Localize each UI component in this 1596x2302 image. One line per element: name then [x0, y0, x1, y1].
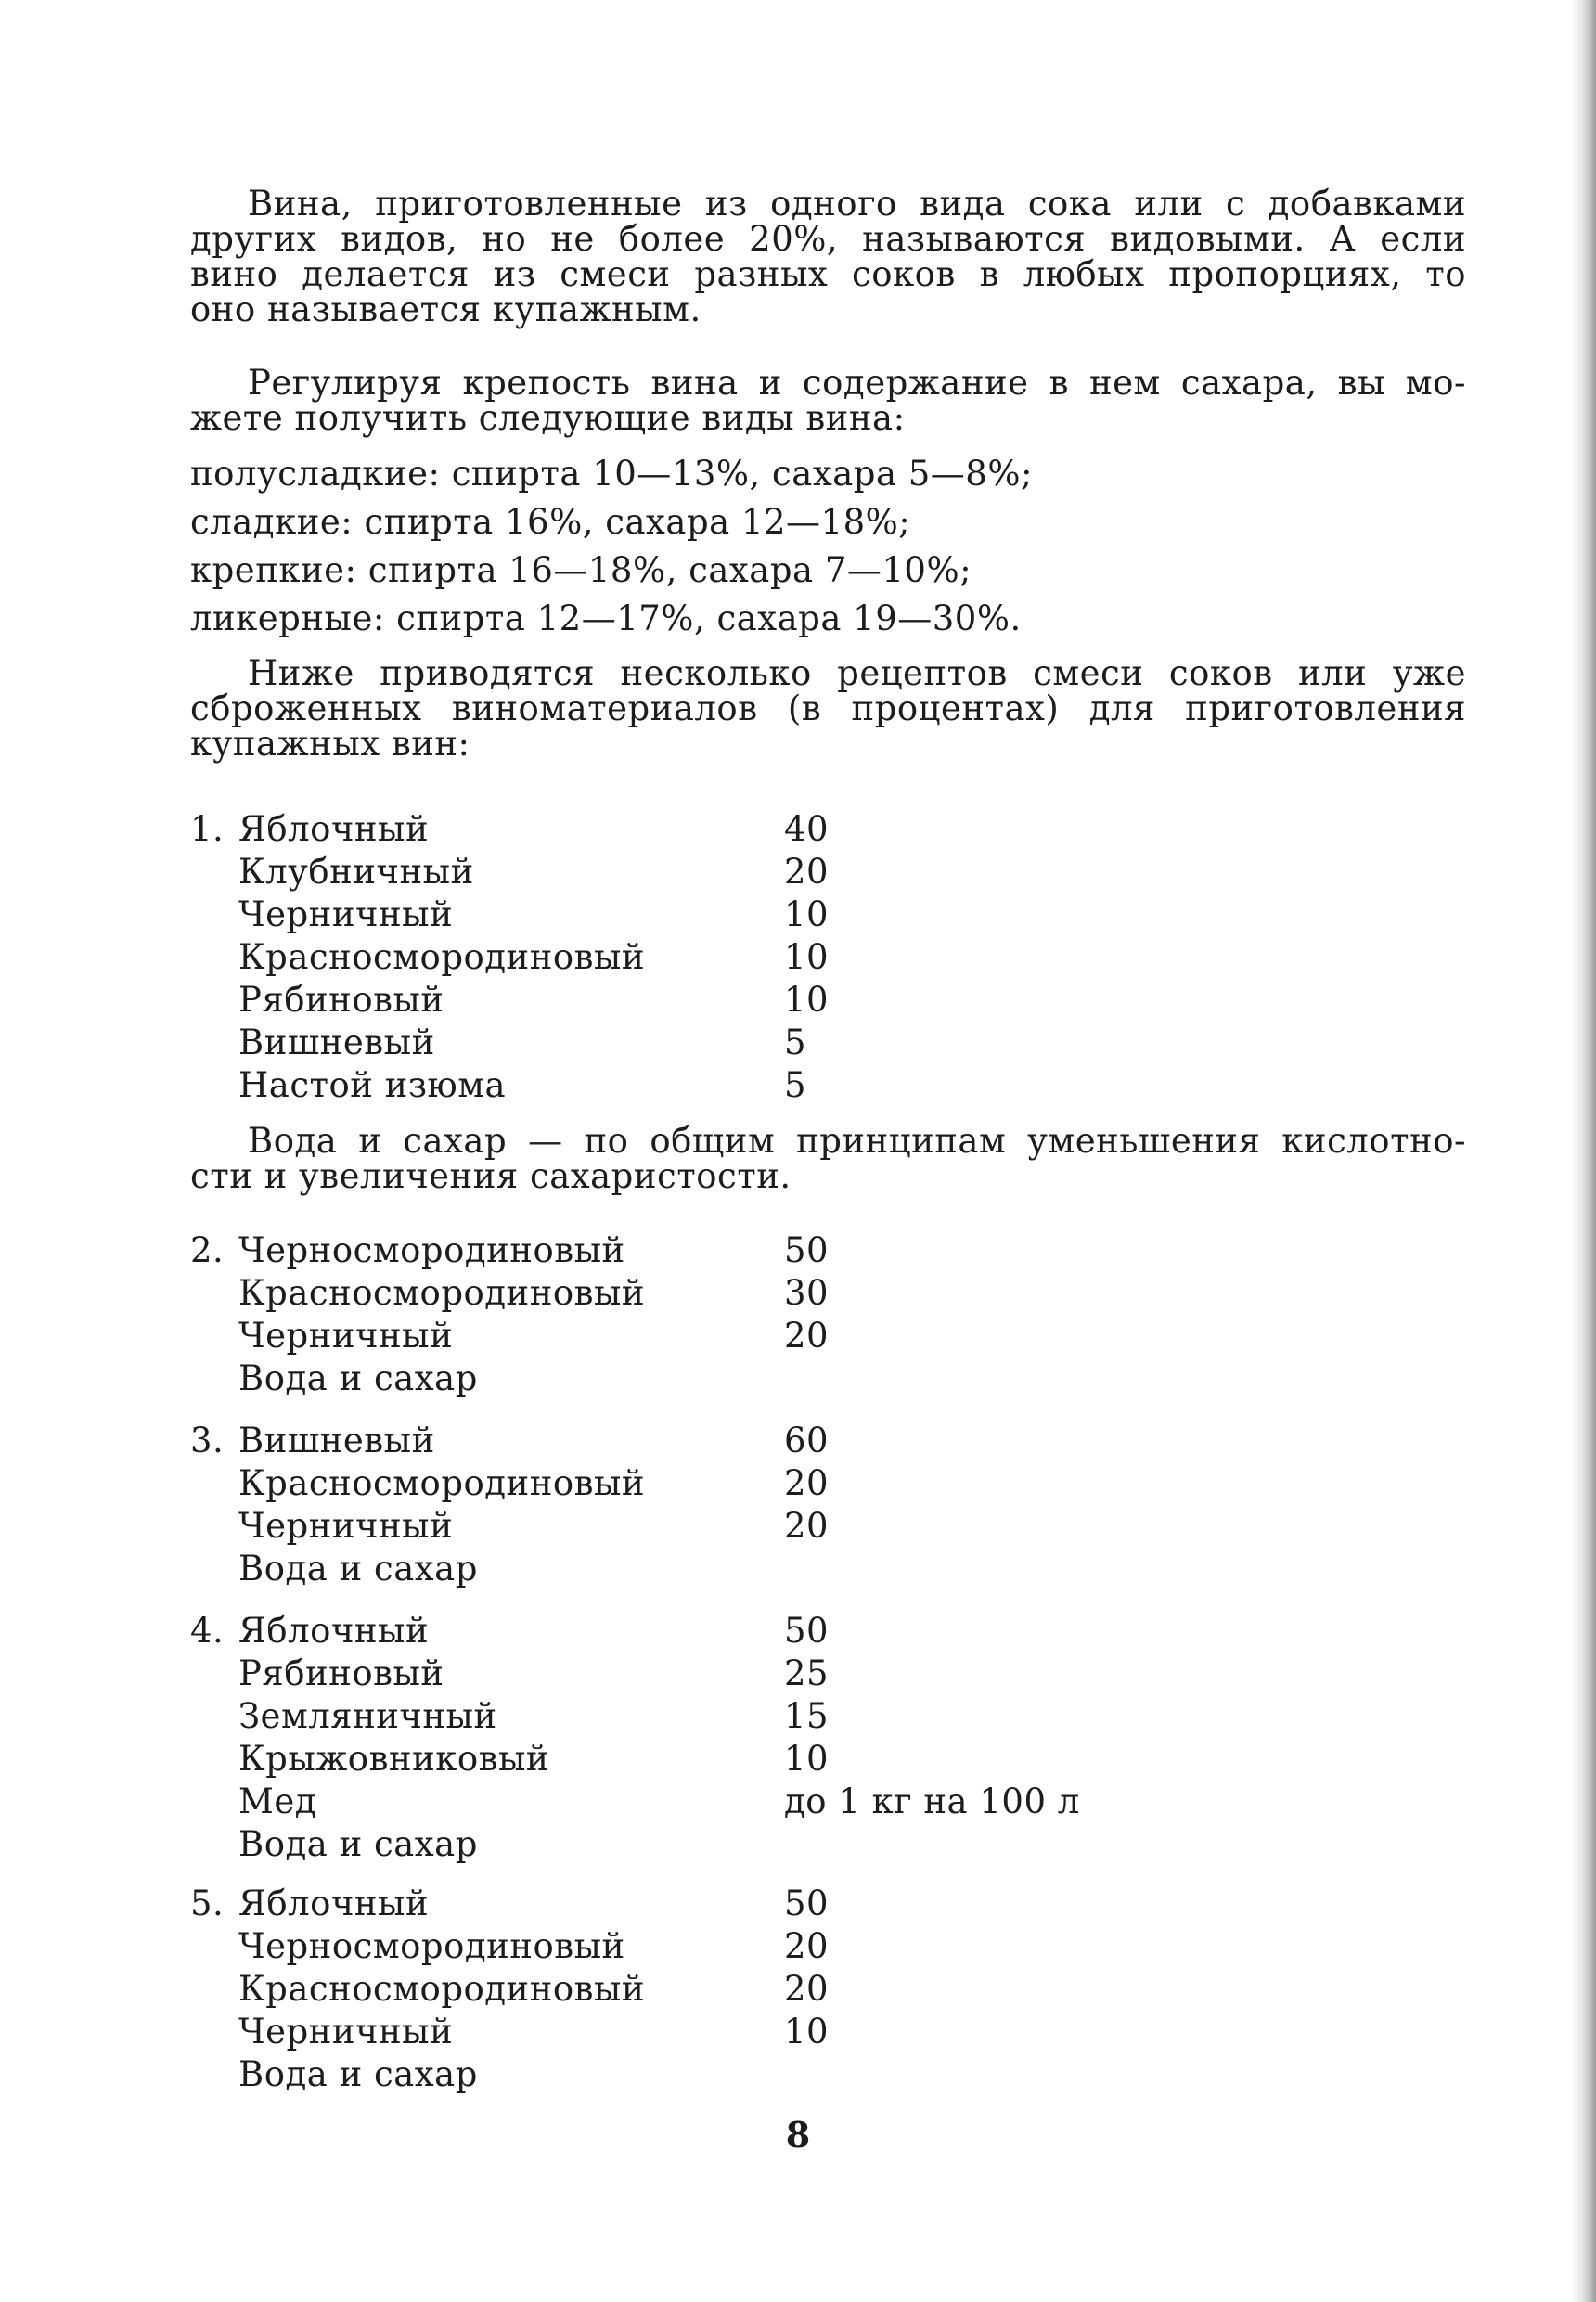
ingredient-value: 20: [784, 1463, 830, 1503]
ingredient-value: 30: [784, 1273, 830, 1313]
ingredient-value: 10: [784, 1739, 830, 1779]
ingredient-value: 40: [784, 809, 830, 849]
page-number: 8: [785, 2114, 811, 2155]
water-sugar-line: Вода и сахар — по общим принципам уменьшения кислотно-: [248, 1121, 1466, 1161]
ingredient-name: Вишневый: [238, 1421, 435, 1460]
water-sugar-line: сти и увеличения сахаристости.: [190, 1156, 792, 1196]
ingredient-name: Черносмородиновый: [238, 1230, 625, 1270]
intro-line: оно называется купажным.: [190, 289, 701, 329]
ingredient-name: Яблочный: [238, 1884, 430, 1923]
ingredient-name: Красносмородиновый: [238, 937, 646, 977]
ingredient-name: Вода и сахар: [238, 1549, 478, 1588]
ingredient-value: 5: [784, 1022, 807, 1062]
ingredient-name: Вода и сахар: [238, 2054, 478, 2094]
ingredient-name: Вода и сахар: [238, 1824, 478, 1864]
wine-type-sweet: сладкие: спирта 16%, сахара 12—18%;: [190, 502, 911, 542]
ingredient-value: 25: [784, 1653, 830, 1693]
recipe-number: 4.: [190, 1611, 225, 1651]
ingredient-name: Рябиновый: [238, 980, 444, 1020]
recipes-intro-line: Ниже приводятся несколько рецептов смеси соков или уже: [248, 653, 1466, 693]
recipe-number: 2.: [190, 1230, 225, 1270]
recipe-number: 3.: [190, 1421, 225, 1460]
ingredient-name: Черничный: [238, 894, 454, 934]
ingredient-name: Красносмородиновый: [238, 1463, 646, 1503]
ingredient-name: Красносмородиновый: [238, 1273, 646, 1313]
ingredient-name: Яблочный: [238, 1611, 430, 1651]
intro-line: вино делается из смеси разных соков в любых пропорциях, то: [190, 254, 1466, 294]
regulation-line: Регулируя крепость вина и содержание в нем сахара, вы мо-: [248, 363, 1466, 403]
ingredient-name: Черничный: [238, 1316, 454, 1356]
ingredient-name: Яблочный: [238, 809, 430, 849]
ingredient-value: 20: [784, 1969, 830, 2009]
ingredient-value: 60: [784, 1421, 830, 1460]
recipe-number: 1.: [190, 809, 225, 849]
ingredient-value: 10: [784, 937, 830, 977]
ingredient-name: Рябиновый: [238, 1653, 444, 1693]
ingredient-name: Черничный: [238, 2012, 454, 2051]
wine-type-liqueur: ликерные: спирта 12—17%, сахара 19—30%.: [190, 598, 1022, 638]
ingredient-name: Черносмородиновый: [238, 1926, 625, 1966]
ingredient-value: 10: [784, 980, 830, 1020]
wine-type-strong: крепкие: спирта 16—18%, сахара 7—10%;: [190, 550, 972, 590]
ingredient-value: 20: [784, 852, 830, 892]
ingredient-name: Крыжовниковый: [238, 1739, 550, 1779]
ingredient-name: Черничный: [238, 1506, 454, 1546]
ingredient-name: Красносмородиновый: [238, 1969, 646, 2009]
recipe-number: 5.: [190, 1884, 225, 1923]
regulation-line: жете получить следующие виды вина:: [190, 398, 906, 438]
ingredient-name: Земляничный: [238, 1696, 497, 1736]
intro-line: Вина, приготовленные из одного вида сока или с добавками: [248, 184, 1466, 224]
regulation-paragraph: [190, 363, 1466, 438]
ingredient-value: 50: [784, 1611, 830, 1651]
ingredient-name: Настой изюма: [238, 1065, 507, 1105]
ingredient-value: 5: [784, 1065, 807, 1105]
recipes-intro-line: сброженных виноматериалов (в процентах) для приготовления: [190, 688, 1466, 728]
intro-paragraph: [190, 186, 1466, 328]
ingredient-value: 10: [784, 2012, 830, 2051]
ingredient-value: 50: [784, 1230, 830, 1270]
water-sugar-paragraph: [190, 1121, 1466, 1196]
ingredient-name: Мед: [238, 1781, 317, 1821]
ingredient-name: Вишневый: [238, 1022, 435, 1062]
ingredient-value: 20: [784, 1506, 830, 1546]
ingredient-value: 20: [784, 1316, 830, 1356]
ingredient-value: 10: [784, 894, 830, 934]
ingredient-value: до 1 кг на 100 л: [784, 1781, 1080, 1821]
recipes-intro-line: купажных вин:: [190, 724, 470, 764]
wine-type-semisweet: полусладкие: спирта 10—13%, сахара 5—8%;: [190, 454, 1033, 494]
ingredient-value: 50: [784, 1884, 830, 1923]
intro-line: других видов, но не более 20%, называются видовыми. А если: [190, 219, 1466, 259]
page-edge-shadow: [1570, 0, 1596, 2302]
ingredient-name: Клубничный: [238, 852, 474, 892]
ingredient-name: Вода и сахар: [238, 1358, 478, 1398]
recipes-intro-paragraph: [190, 653, 1466, 764]
ingredient-value: 15: [784, 1696, 830, 1736]
ingredient-value: 20: [784, 1926, 830, 1966]
